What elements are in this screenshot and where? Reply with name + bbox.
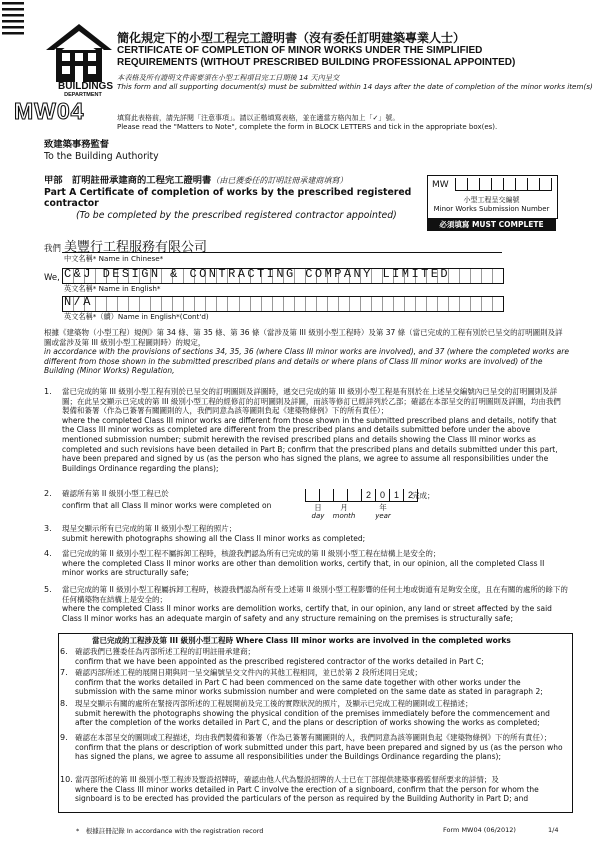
footer-note: * 根據註冊記錄 In accordance with the registration record <box>76 827 264 835</box>
item-9 <box>75 733 565 762</box>
month-label-zh: 月 <box>340 503 348 512</box>
item-8-zh: 現呈交顯示有關的處所在緊接丙部所述的工程展開前及完工後的實際狀況的照片，及顯示已完成工程的圖則或工程描述； <box>75 699 473 708</box>
date-digit <box>334 489 348 502</box>
submission-caption-zh: 小型工程呈交編號 <box>463 196 520 204</box>
subtitle-zh: 本表格及所有證明文件需要須在小型工程項目完工日期後 14 天內呈交 <box>117 73 340 82</box>
date-suffix-zh: 完成； <box>412 491 435 500</box>
item-9-zh: 確認在本部呈交的圖則或工程描述，均由我們製備和簽署（作為已簽署有關圖則的人，我們同意為該等圖則負起《建築物條例》下的所有責任）； <box>75 733 552 742</box>
year-label: year <box>375 512 391 520</box>
item-6-en: confirm that we have been appointed as the prescribed registered contractor of the works detailed in Part C; <box>75 656 484 666</box>
completion-date-input[interactable] <box>305 489 418 502</box>
subtitle-en: This form and all supporting document(s) must be submitted within 14 days after the date of completion of the minor works item(s) <box>117 82 593 91</box>
item-4-en: where the completed Class II minor works are other than demolition works, certify that, in our opinion, all the completed Class II minor works are structurally safe; <box>62 558 545 578</box>
item-2-en: confirm that all Class II minor works were completed on <box>62 501 272 510</box>
we-zh-label: 我們 <box>44 244 62 254</box>
item-10-number: 10. <box>60 775 73 784</box>
logo-word: BUILDINGS <box>58 81 113 92</box>
day-label: day <box>311 512 325 520</box>
date-digit: 2 <box>404 489 418 502</box>
item-7 <box>75 668 565 697</box>
item-3 <box>62 524 568 543</box>
item-4-number: 4. <box>44 549 52 558</box>
date-digit: 1 <box>390 489 404 502</box>
name-zh-underline <box>62 252 502 253</box>
instruction-zh: 填寫此表格前，請先詳閱「注意事項」。請以正楷填寫表格，並在適當方格內加上「✓」號。 <box>117 114 400 122</box>
addressee-zh: 致建築事務監督 <box>44 139 110 150</box>
title-en-line1: CERTIFICATE OF COMPLETION OF MINOR WORKS UNDER THE SIMPLIFIED <box>117 45 483 56</box>
part-a-heading <box>44 175 424 221</box>
name-en-cont-boxes <box>62 296 504 312</box>
title-en-line2: REQUIREMENTS (WITHOUT PRESCRIBED BUILDING PROFESSIONAL APPOINTED) <box>117 56 516 68</box>
item-6 <box>75 647 565 666</box>
item-8 <box>75 699 565 728</box>
instruction <box>117 114 597 132</box>
name-zh-label: 中文名稱* Name in Chinese* <box>64 254 164 263</box>
item-2-zh: 確認所有第 II 級別小型工程已於 <box>62 489 169 498</box>
month-label: month <box>332 512 356 520</box>
must-complete-banner: 必須填寫 MUST COMPLETE <box>427 219 556 231</box>
item-5 <box>62 585 568 623</box>
date-digit <box>320 489 334 502</box>
part-a-zh-label: 甲部 訂明註冊承建商的工程完工證明書 <box>44 175 212 186</box>
item-1 <box>62 387 568 473</box>
item-10-zh: 當丙部所述的第 III 級別小型工程涉及豎設招牌時，確認由他人代為豎設招牌的人士已在丁部提供建築事務監督所要求的詳情；及 <box>75 775 499 784</box>
date-digit <box>305 489 320 502</box>
part-a-en-label: Part A Certificate of completion of works by the prescribed registered contractor <box>44 186 412 209</box>
item-8-en: submit herewith the photographs showing the physical condition of the premises immediately before the commencement and after the completion of the works detailed in Part C, and the plans or description of works showing the works as completed; <box>75 708 550 728</box>
we-en-label: We, <box>44 273 60 283</box>
instruction-en: Please read the "Matters to Note", complete the form in BLOCK LETTERS and tick in the appropriate box(es). <box>117 123 498 131</box>
class-iii-heading: 當已完成的工程涉及第 III 級別小型工程時 Where Class III minor works are involved in the completed works <box>92 636 511 645</box>
name-en-label: 英文名稱* Name in English* <box>64 284 161 293</box>
item-8-number: 8. <box>60 699 68 708</box>
submission-number-input[interactable] <box>455 178 552 191</box>
item-5-zh: 當已完成的第 II 級別小型工程屬拆卸工程時，核證我們認為所有受上述第 II 級別小型工程影響的任何土地或街道有足夠安全度，且在有關的處所的餘下的任何構築物在結構上是安全的； <box>62 585 568 604</box>
part-a-en-note: (To be completed by the prescribed registered contractor appointed) <box>76 209 397 221</box>
submission-prefix: MW <box>432 180 449 190</box>
year-label-zh: 年 <box>379 503 387 512</box>
item-10 <box>75 775 565 804</box>
part-a-zh-note: （由已獲委任的訂明註冊承建商填寫） <box>211 176 348 185</box>
footer-page: 1/4 <box>548 826 559 834</box>
item-6-number: 6. <box>60 647 68 656</box>
item-10-en: where the Class III minor works detailed in Part C involve the erection of a signboard, confirm that the person for whom the signboard is to be erected has provided the particulars of the person as required by the Building Authority in Part D; and <box>75 784 539 804</box>
item-3-number: 3. <box>44 524 52 533</box>
addressee-en: To the Building Authority <box>44 151 159 162</box>
item-5-en: where the completed Class II minor works are demolition works, certify that, in our opinion, any land or street affected by the said Class II minor works has an adequate margin of safety and any structure remaining on the premises is structurally safe; <box>62 604 552 623</box>
item-7-en: confirm that the works detailed in Part C had been commenced on the same date together with other works under the submission with the same minor works submission number and were completed on the same date as stated in paragraph 2; <box>75 677 543 697</box>
item-9-number: 9. <box>60 733 68 742</box>
item-1-number: 1. <box>44 387 52 396</box>
submission-caption-en: Minor Works Submission Number <box>433 205 550 213</box>
name-en-cont-label: 英文名稱*（續）Name in English*(Cont'd) <box>64 312 209 321</box>
footer-form: Form MW04 (06/2012) <box>443 826 516 834</box>
item-1-en: where the completed Class III minor works are different from those shown in the submitted prescribed plans and details, notify that the Class III minor works as completed are different from the prescribed plans and details submitted before under the above mentioned submission number; submit herewith the revised prescribed plans and details showing the Class III minor works as completed and such revisions have been detailed in Part B; confirm that the prescribed plans and details submitted under this part, have been prepared and signed by us (as the person who has signed the plans, we agree to assume all responsibilities under the Buildings Ordinance regarding the plans); <box>62 415 558 473</box>
item-4 <box>62 549 568 578</box>
submission-caption <box>427 196 556 214</box>
day-label-zh: 日 <box>314 503 322 512</box>
intro-en: in accordance with the provisions of sections 34, 35, 36 (where Class III minor works are involved), and 37 (where the completed works are different from those shown in the submitted prescribed plans and details or where plans of Class III minor works are involved) of the Building (Minor Works) Regulation, <box>44 347 569 376</box>
intro-zh: 根據《建築物（小型工程）規例》第 34 條、第 35 條、第 36 條（當涉及第 III 級別小型工程時）及第 37 條（當已完成的工程有別於已呈交的訂明圖則及詳圖或當涉及第 III 級別小型工程圖則時）的規定， <box>44 328 563 347</box>
logo-caption <box>58 81 113 99</box>
title-chinese: 簡化規定下的小型工程完工證明書（沒有委任訂明建築專業人士） <box>117 31 466 45</box>
item-2-number: 2. <box>44 489 52 498</box>
date-digit: 2 <box>362 489 376 502</box>
date-digit: 0 <box>376 489 390 502</box>
item-3-zh: 現呈交顯示所有已完成的第 II 級別小型工程的照片； <box>62 524 237 533</box>
subtitle <box>117 73 597 91</box>
item-7-zh: 確認丙部所述工程的展開日期與同一呈交編號呈交文件內的其他工程相同，並已於第 2 段所述同日完成； <box>75 668 423 677</box>
contractor-name-en[interactable]: C&J DESIGN & CONTRACTING COMPANY LIMITED <box>64 267 451 281</box>
item-7-number: 7. <box>60 668 68 677</box>
item-5-number: 5. <box>44 585 52 594</box>
contractor-name-en-cont[interactable]: N/A <box>64 295 93 309</box>
item-1-zh: 當已完成的第 III 級別小型工程有別於已呈交的訂明圖則及詳圖時，遞交已完成的第 III 級別小型工程是有別於在上述呈交編號內已呈交的訂明圖則及詳圖；在此呈交顯示已完成的第 III 級別小型工程的經修訂的訂明圖則及詳圖，而該等修訂已經詳列於乙部；確認在本部呈交的訂明圖則及詳圖，均由我們製備和簽署（作為已簽署有關圖則的人，我們同意為該等圖則負起《建築物條例》下的所有責任）； <box>62 387 561 416</box>
item-4-zh: 當已完成的第 II 級別小型工程不屬拆卸工程時，核證我們認為所有已完成的第 II 級別小型工程在結構上是安全的； <box>62 549 441 558</box>
form-code: MW04 <box>14 98 85 124</box>
logo-dept: DEPARTMENT <box>64 92 102 98</box>
addressee <box>44 139 159 163</box>
date-digit <box>348 489 362 502</box>
item-9-en: confirm that the plans or description of work submitted under this part, have been prepared and signed by us (as the person who has signed the plans, we agree to assume all responsibilities under the Buildings Ordinance regarding the plans); <box>75 742 563 762</box>
item-6-zh: 確認我們已獲委任為丙部所述工程的訂明註冊承建商； <box>75 647 255 656</box>
intro-text <box>44 328 569 376</box>
title-english <box>117 45 597 68</box>
contractor-name-zh[interactable]: 美豐行工程服務有限公司 <box>64 240 208 255</box>
buildings-department-logo <box>44 22 114 88</box>
item-3-en: submit herewith photographs showing all the Class II minor works as completed; <box>62 533 366 543</box>
date-caption <box>305 512 410 520</box>
